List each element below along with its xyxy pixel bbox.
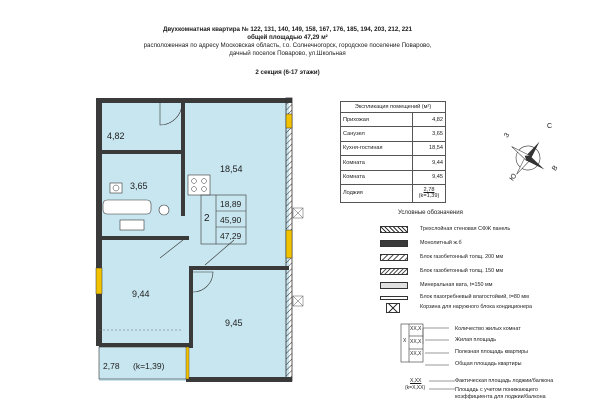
table-row: Комната 9,45 — [341, 170, 446, 184]
area-key-useful-symbol: XX,X — [410, 339, 422, 345]
legend-swatch-block200 — [380, 254, 408, 261]
loggia-door — [186, 347, 189, 379]
explication-title: Экспликация помещений (м²) — [341, 102, 446, 113]
legend-swatch-sfzh — [380, 226, 408, 233]
bathtub — [103, 200, 151, 214]
room-area-bath: 3,65 — [130, 181, 148, 191]
legend-title: Условные обозначения — [398, 210, 463, 216]
area-key-loggia-symbol: X,XX — [410, 378, 422, 384]
area-key-loggia-k-symbol: (k=X,XX) — [405, 385, 426, 391]
header-line-1: Двухкомнатная квартира № 122, 131, 140, 149, 158, 167, 176, 185, 194, 203, 212, 221 — [162, 26, 413, 33]
room-area-kitchen: 18,54 — [220, 164, 243, 174]
legend-swatch-tongue — [380, 296, 408, 300]
area-key-rooms-symbol: X — [403, 338, 407, 344]
sink — [120, 220, 144, 230]
wall-room1-loggia — [99, 343, 193, 347]
legend-swatch-monolith — [380, 240, 408, 247]
legend-swatch-wool — [380, 282, 408, 289]
summary-total-area: 47,29 — [220, 231, 242, 241]
wall-hall-kitchen — [181, 101, 185, 216]
apartment-fill — [99, 101, 289, 381]
table-row-loggia: Лоджия 2,78 (k=1,39) — [341, 184, 446, 202]
wall-kitchen-room2 — [189, 266, 289, 270]
table-row: Санузел 3,65 — [341, 127, 446, 141]
summary-rooms-count: 2 — [204, 213, 210, 224]
room-area-room1: 9,44 — [132, 289, 150, 299]
ac-basket-icon — [386, 303, 400, 313]
compass-east: В — [551, 164, 560, 173]
wall-south — [186, 377, 292, 382]
wall-north — [96, 98, 292, 103]
compass-south: Ю — [508, 172, 519, 183]
summary-useful-area: 45,90 — [220, 215, 242, 225]
stove — [188, 175, 210, 195]
toilet — [159, 205, 169, 215]
room-area-room2: 9,45 — [225, 318, 243, 328]
table-row: Комната 9,44 — [341, 156, 446, 170]
area-key-total-symbol: XX,X — [410, 351, 422, 357]
window-room1 — [96, 268, 102, 294]
loggia-value: 2,78 — [423, 187, 435, 194]
room-area-loggia: 2,78 — [103, 361, 120, 371]
area-key-living-symbol: XX,X — [410, 326, 422, 332]
header-line-3: расположенная по адресу Московская область, г.о. Солнечногорск, городское поселение Поварово, — [143, 42, 432, 49]
wall-bath-room1 — [99, 236, 189, 240]
wall-hall-bath — [99, 150, 185, 154]
washer — [110, 183, 122, 193]
room-area-hall: 4,82 — [107, 131, 125, 141]
summary-living-area: 18,89 — [220, 199, 242, 209]
explication-table — [340, 101, 446, 203]
section-label: 2 секция (6-17 этажи) — [255, 69, 320, 76]
window-kitchen — [286, 114, 292, 128]
window-room2 — [286, 230, 292, 258]
compass-west: З — [503, 131, 512, 140]
loggia-coefficient: (k=1,39) — [133, 361, 165, 371]
wall-west — [96, 98, 102, 346]
legend-swatch-block150 — [380, 268, 408, 275]
compass-north: С — [547, 123, 553, 130]
table-row: Прихожая 4,82 — [341, 113, 446, 127]
header-line-2: общей площадью 47,29 м² — [247, 34, 328, 41]
header-line-4: дачный поселок Поварово, ул.Школьная — [229, 50, 346, 57]
loggia-k: (k=1,39) — [418, 193, 440, 200]
wall-room1-room2 — [189, 268, 193, 348]
table-row: Кухня-гостиная 18,54 — [341, 141, 446, 155]
